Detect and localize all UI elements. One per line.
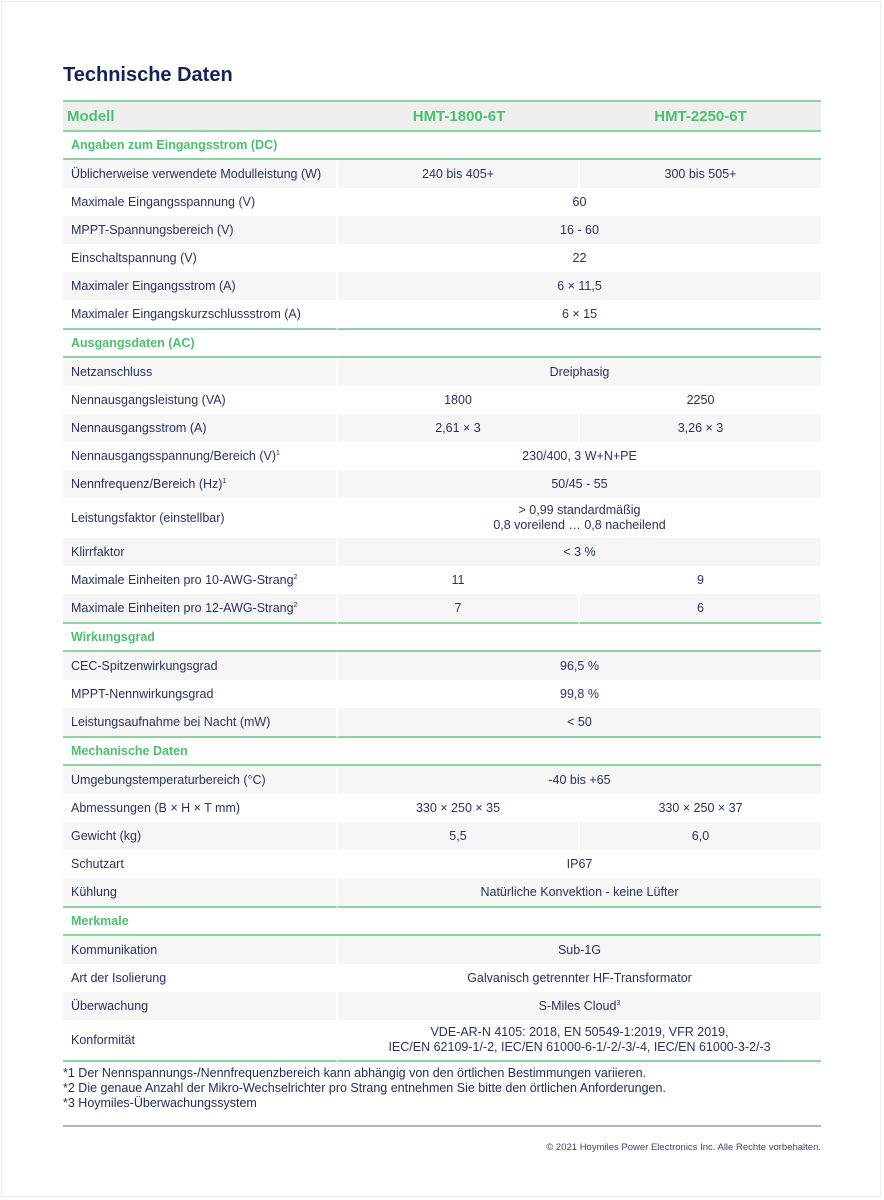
value-line-1: 99,8 % — [560, 687, 599, 701]
footer-divider — [63, 1125, 821, 1127]
row-label-text: Maximaler Eingangsstrom (A) — [71, 279, 236, 293]
row-label-text: Maximale Eingangsspannung (V) — [71, 195, 256, 209]
row-value-shared — [338, 216, 821, 244]
value-line-1: > 0,99 standardmäßig — [518, 503, 641, 517]
row-label — [63, 594, 338, 624]
value-line-1: 6 × 11,5 — [557, 279, 602, 293]
section-header-row — [63, 624, 821, 652]
row-label — [63, 414, 338, 442]
value-line-2: IEC/EN 62109-1/-2, IEC/EN 61000-6-1/-2/-3/-4, IEC/EN 61000-3-2/-3 — [388, 1040, 771, 1054]
row-label-text: Klirrfaktor — [71, 545, 125, 559]
footnote-3: *3 Hoymiles-Überwachungssystem — [63, 1096, 257, 1110]
row-label — [63, 766, 338, 794]
table-row — [63, 566, 821, 594]
row-label-text: Maximale Einheiten pro 10-AWG-Strang — [71, 573, 294, 587]
footnote-ref: 2 — [293, 574, 298, 581]
row-value-shared — [338, 442, 821, 470]
value-line-1: Galvanisch getrennter HF-Transformator — [467, 971, 692, 985]
page-title: Technische Daten — [63, 64, 233, 86]
row-label-text: Schutzart — [71, 857, 124, 871]
table-row — [63, 442, 821, 470]
row-label — [63, 822, 338, 850]
value-line-1: < 50 — [567, 715, 592, 729]
footnote-2: *2 Die genaue Anzahl der Mikro-Wechselrichter pro Strang entnehmen Sie bitte den örtlichen Anforderungen. — [63, 1081, 666, 1095]
table-header-row — [63, 100, 821, 132]
table-row — [63, 936, 821, 964]
row-value-shared — [338, 188, 821, 216]
section-title: Merkmale — [63, 908, 821, 936]
spec-table — [63, 100, 821, 1062]
row-label — [63, 964, 338, 992]
table-row — [63, 708, 821, 738]
row-label — [63, 442, 338, 470]
row-value-shared — [338, 244, 821, 272]
row-value-shared — [338, 964, 821, 992]
footnote-1: *1 Der Nennspannungs-/Nennfrequenzbereich kann abhängig von den örtlichen Bestimmungen variieren. — [63, 1066, 647, 1080]
row-label — [63, 992, 338, 1020]
row-label — [63, 878, 338, 908]
row-label-text: Maximale Einheiten pro 12-AWG-Strang — [71, 601, 294, 615]
row-value-shared — [338, 538, 821, 566]
value-line-2: 0,8 voreilend … 0,8 nacheilend — [493, 518, 666, 532]
row-label — [63, 1020, 338, 1062]
value-line-1: Sub-1G — [557, 943, 602, 957]
row-value-model-a: 330 × 250 × 35 — [338, 794, 580, 822]
table-row — [63, 822, 821, 850]
value-line-1: 22 — [572, 251, 587, 265]
row-value-shared — [338, 300, 821, 330]
value-line-1: S-Miles Cloud — [538, 999, 617, 1013]
row-label-text: Netzanschluss — [71, 365, 153, 379]
header-model-label: Modell — [63, 100, 338, 132]
row-value-model-b: 330 × 250 × 37 — [658, 801, 743, 815]
table-row — [63, 680, 821, 708]
row-label-text: CEC-Spitzenwirkungsgrad — [71, 659, 218, 673]
row-label-text: Kühlung — [71, 885, 117, 899]
row-value-shared — [338, 470, 821, 498]
table-row — [63, 794, 821, 822]
section-header-row — [63, 908, 821, 936]
row-value-model-a: 7 — [338, 594, 580, 624]
row-label — [63, 680, 338, 708]
row-label-text: Leistungsaufnahme bei Nacht (mW) — [71, 715, 271, 729]
header-model-a: HMT-1800-6T — [338, 100, 580, 132]
section-title: Mechanische Daten — [63, 738, 821, 766]
value-line-1: 230/400, 3 W+N+PE — [522, 449, 637, 463]
row-value-model-a: 1800 — [338, 386, 580, 414]
table-row — [63, 766, 821, 794]
footnote-ref: 1 — [276, 450, 280, 457]
row-label — [63, 386, 338, 414]
section-header-row — [63, 330, 821, 358]
table-row — [63, 358, 821, 386]
table-row — [63, 244, 821, 272]
value-line-1: IP67 — [566, 857, 593, 871]
copyright: © 2021 Hoymiles Power Electronics Inc. Alle Rechte vorbehalten. — [546, 1142, 821, 1153]
row-label-text: Nennausgangsleistung (VA) — [71, 393, 226, 407]
row-value-shared — [338, 272, 821, 300]
row-value-shared — [338, 680, 821, 708]
row-label — [63, 652, 338, 680]
row-label — [63, 188, 338, 216]
section-header-row — [63, 132, 821, 160]
row-label — [63, 794, 338, 822]
table-row — [63, 652, 821, 680]
row-value-model-a: 240 bis 405+ — [338, 160, 580, 188]
table-row — [63, 414, 821, 442]
section-header-row — [63, 738, 821, 766]
row-label-text: Kommunikation — [71, 943, 158, 957]
row-value-shared — [338, 992, 821, 1020]
table-row — [63, 964, 821, 992]
row-value-model-b: 3,26 × 3 — [580, 414, 821, 442]
row-label-text: MPPT-Nennwirkungsgrad — [71, 687, 214, 701]
row-value-shared — [338, 498, 821, 538]
row-label-text: Maximaler Eingangskurzschlussstrom (A) — [71, 307, 301, 321]
row-label — [63, 538, 338, 566]
table-row — [63, 188, 821, 216]
row-value-shared — [338, 652, 821, 680]
row-label-text: Konformität — [71, 1032, 135, 1047]
row-label — [63, 216, 338, 244]
table-row — [63, 300, 821, 330]
value-line-1: 16 - 60 — [560, 223, 599, 237]
row-value-model-b: 2250 — [686, 393, 715, 407]
datasheet — [63, 62, 821, 1153]
row-label — [63, 566, 338, 594]
row-value-model-b: 9 — [697, 573, 704, 587]
value-line-1: 96,5 % — [560, 659, 599, 673]
row-value-model-a: 5,5 — [338, 822, 580, 850]
row-label-text: Üblicherweise verwendete Modulleistung (W) — [71, 167, 322, 181]
value-line-1: Dreiphasig — [549, 365, 610, 379]
table-row — [63, 386, 821, 414]
section-title: Angaben zum Eingangsstrom (DC) — [63, 132, 821, 160]
header-model-b: HMT-2250-6T — [580, 100, 821, 132]
value-line-1: 6 × 15 — [561, 307, 598, 321]
table-row — [63, 160, 821, 188]
table-row — [63, 538, 821, 566]
row-value-model-b: 6,0 — [580, 822, 821, 850]
row-value-shared — [338, 850, 821, 878]
footnotes — [63, 1066, 821, 1111]
row-value-model-b: 6 — [580, 594, 821, 624]
row-value-shared — [338, 1020, 821, 1062]
row-value-shared — [338, 878, 821, 908]
row-label-text: Überwachung — [71, 999, 149, 1013]
row-label — [63, 272, 338, 300]
value-line-1: VDE-AR-N 4105: 2018, EN 50549-1:2019, VFR 2019, — [430, 1025, 729, 1039]
row-label-text: MPPT-Spannungsbereich (V) — [71, 223, 234, 237]
row-label — [63, 160, 338, 188]
row-value-model-a: 2,61 × 3 — [338, 414, 580, 442]
row-label — [63, 708, 338, 738]
section-title: Ausgangsdaten (AC) — [63, 330, 821, 358]
row-value-model-a: 11 — [338, 566, 580, 594]
table-row — [63, 878, 821, 908]
row-label-text: Einschaltspannung (V) — [71, 251, 197, 265]
row-label-text: Umgebungstemperaturbereich (°C) — [71, 773, 266, 787]
value-line-1: Natürliche Konvektion - keine Lüfter — [480, 885, 679, 899]
table-row — [63, 1020, 821, 1062]
footnote-ref: 2 — [293, 602, 298, 609]
row-label — [63, 358, 338, 386]
row-label — [63, 300, 338, 330]
table-row — [63, 216, 821, 244]
value-line-1: < 3 % — [563, 545, 596, 559]
row-label — [63, 470, 338, 498]
table-row — [63, 992, 821, 1020]
row-value-shared — [338, 708, 821, 738]
row-value-model-b: 300 bis 505+ — [580, 160, 821, 188]
row-label-text: Nennausgangsspannung/Bereich (V) — [71, 449, 276, 463]
row-label-text: Nennausgangsstrom (A) — [71, 421, 207, 435]
section-title: Wirkungsgrad — [63, 624, 821, 652]
table-row — [63, 272, 821, 300]
footnote-ref: 3 — [616, 1000, 621, 1007]
row-label-text: Leistungsfaktor (einstellbar) — [71, 510, 225, 525]
row-label — [63, 498, 338, 538]
row-label — [63, 244, 338, 272]
value-line-1: -40 bis +65 — [548, 773, 611, 787]
row-label — [63, 850, 338, 878]
row-value-shared — [338, 766, 821, 794]
footnote-ref: 1 — [222, 478, 227, 485]
table-row — [63, 498, 821, 538]
row-label — [63, 936, 338, 964]
table-row — [63, 850, 821, 878]
row-label-text: Abmessungen (B × H × T mm) — [71, 801, 241, 815]
row-value-shared — [338, 936, 821, 964]
table-row — [63, 470, 821, 498]
value-line-1: 50/45 - 55 — [551, 477, 608, 491]
row-label-text: Gewicht (kg) — [71, 829, 142, 843]
table-row — [63, 594, 821, 624]
row-value-shared — [338, 358, 821, 386]
row-label-text: Nennfrequenz/Bereich (Hz) — [71, 477, 223, 491]
row-label-text: Art der Isolierung — [71, 971, 167, 985]
value-line-1: 60 — [572, 195, 587, 209]
